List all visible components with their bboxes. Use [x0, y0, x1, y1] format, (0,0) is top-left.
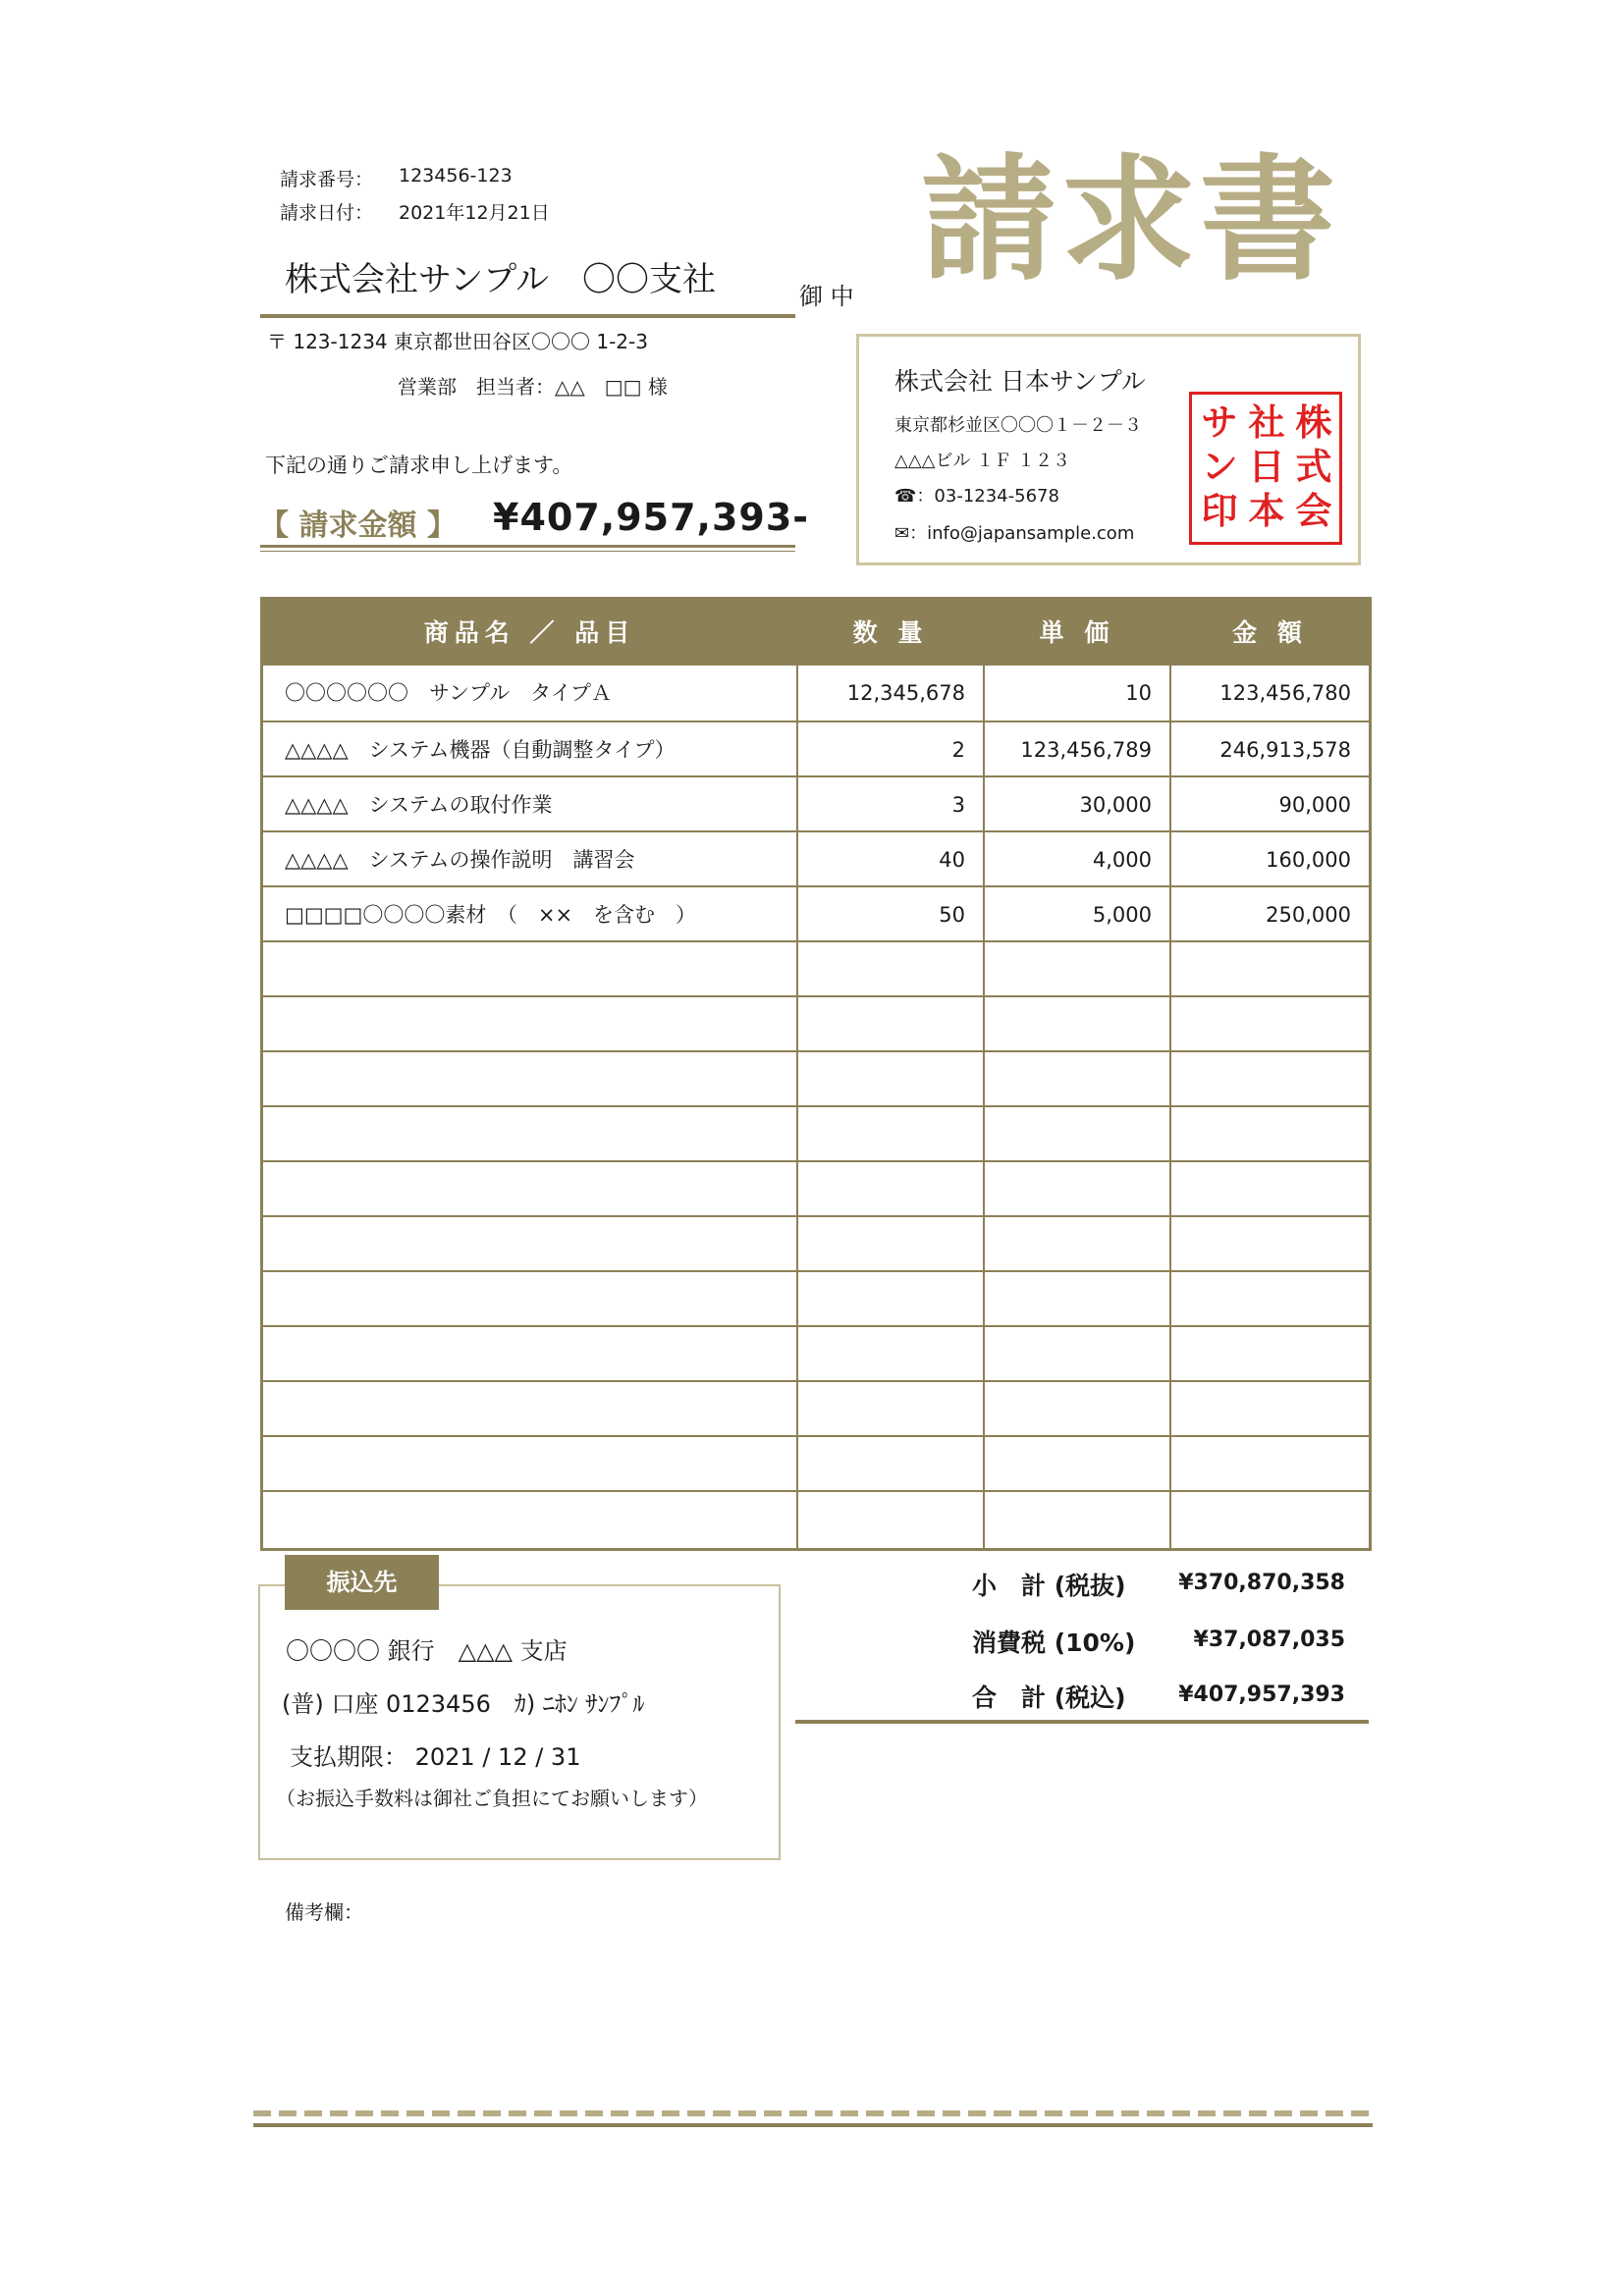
amount-cell	[1171, 1382, 1351, 1437]
item-name-cell	[285, 1217, 785, 1272]
header-unit-price: 単 価	[1039, 618, 1115, 647]
item-name-cell	[285, 1492, 785, 1547]
footer-rule	[253, 2123, 1373, 2127]
items-table	[260, 597, 1372, 1551]
item-name-cell: △△△△ システムの取付作業	[285, 793, 553, 817]
amount-cell	[1171, 1437, 1351, 1492]
company-seal-stamp: 株 式 会 社 日 本 サ ン 印	[1189, 392, 1342, 545]
quantity-cell: 2	[951, 738, 965, 762]
invoice-date: 2021年12月21日	[399, 202, 550, 224]
amount-cell: 90,000	[1278, 793, 1351, 817]
issuer-email-value: ：info@japansample.com	[909, 523, 1135, 544]
total-label: 合 計 (税込)	[972, 1683, 1126, 1712]
quantity-cell: 40	[939, 848, 965, 872]
issuer-address-1: 東京都杉並区〇〇〇１－２－３	[894, 415, 1142, 436]
table-row	[263, 1325, 1369, 1382]
quantity-cell	[798, 1492, 965, 1547]
item-name-cell	[285, 1437, 785, 1492]
item-name-cell	[285, 1327, 785, 1382]
client-underline	[260, 314, 795, 318]
header-amount: 金 額	[1232, 618, 1308, 647]
amount-value: ¥407,957,393-	[493, 496, 810, 539]
table-row	[263, 1105, 1369, 1162]
amount-cell	[1171, 1052, 1351, 1107]
unit-price-cell	[985, 1382, 1152, 1437]
table-row	[263, 1380, 1369, 1437]
item-name-cell	[285, 1107, 785, 1162]
quantity-cell	[798, 1437, 965, 1492]
unit-price-cell	[985, 1052, 1152, 1107]
amount-cell: 250,000	[1266, 903, 1351, 927]
table-row	[263, 1160, 1369, 1217]
invoice-number-label: 請求番号：	[280, 169, 374, 190]
amount-cell	[1171, 1272, 1351, 1327]
remarks-label: 備考欄：	[285, 1900, 363, 1924]
header-quantity: 数 量	[852, 618, 929, 647]
amount-cell: 123,456,780	[1219, 681, 1351, 705]
header-item: 商品名 ／ 品目	[423, 618, 636, 647]
bank-account: (普) 口座 0123456 ｶ) ﾆﾎﾝ ｻﾝﾌﾟﾙ	[282, 1690, 645, 1718]
item-name-cell	[285, 942, 785, 997]
bank-name: 〇〇〇〇 銀行 △△△ 支店	[286, 1637, 568, 1665]
unit-price-cell: 123,456,789	[1020, 738, 1152, 762]
amount-cell: 246,913,578	[1219, 738, 1351, 762]
unit-price-cell: 5,000	[1092, 903, 1152, 927]
quantity-cell	[798, 942, 965, 997]
unit-price-cell	[985, 942, 1152, 997]
bank-tab-label: 振込先	[285, 1555, 439, 1610]
table-row	[263, 940, 1369, 997]
bank-info-box	[258, 1584, 781, 1860]
document-title: 請求書	[921, 139, 1340, 299]
unit-price-cell	[985, 1437, 1152, 1492]
table-row	[263, 995, 1369, 1052]
quantity-cell	[798, 1382, 965, 1437]
item-name-cell	[285, 1382, 785, 1437]
amount-underline-thin	[260, 551, 795, 552]
quantity-cell: 12,345,678	[846, 681, 965, 705]
unit-price-cell: 30,000	[1079, 793, 1152, 817]
unit-price-cell	[985, 1272, 1152, 1327]
amount-cell: 160,000	[1266, 848, 1351, 872]
issuer-tel	[894, 482, 1059, 507]
quantity-cell	[798, 1327, 965, 1382]
item-name-cell: □□□□〇〇〇〇素材 （ ×× を含む ）	[285, 903, 697, 927]
unit-price-cell	[985, 1162, 1152, 1217]
table-row	[263, 1215, 1369, 1272]
item-name-cell: △△△△ システム機器（自動調整タイプ）	[285, 738, 676, 762]
tax-value: ¥37,087,035	[1193, 1628, 1345, 1652]
table-row	[263, 1490, 1369, 1547]
phone-icon: ☎	[894, 486, 917, 507]
unit-price-cell	[985, 1217, 1152, 1272]
amount-cell	[1171, 1162, 1351, 1217]
unit-price-cell: 10	[1125, 681, 1152, 705]
quantity-cell: 50	[939, 903, 965, 927]
item-name-cell	[285, 1162, 785, 1217]
bank-fee-note: （お振込手数料は御社ご負担にてお願いします）	[276, 1787, 708, 1810]
unit-price-cell	[985, 997, 1152, 1052]
table-row	[263, 885, 1369, 942]
table-header	[263, 600, 1369, 666]
totals-underline	[795, 1720, 1369, 1724]
table-row	[263, 1435, 1369, 1492]
issuer-email	[894, 519, 1134, 545]
amount-cell	[1171, 1107, 1351, 1162]
subtotal-label: 小 計 (税抜)	[972, 1572, 1126, 1600]
quantity-cell	[798, 1217, 965, 1272]
issuer-name: 株式会社 日本サンプル	[894, 367, 1146, 396]
item-name-cell	[285, 997, 785, 1052]
amount-underline-thick	[260, 545, 795, 548]
issuer-box	[856, 334, 1361, 565]
unit-price-cell	[985, 1492, 1152, 1547]
amount-cell	[1171, 1217, 1351, 1272]
amount-cell	[1171, 997, 1351, 1052]
table-row	[263, 1270, 1369, 1327]
issuer-tel-value: ：03-1234-5678	[916, 486, 1059, 507]
item-name-cell	[285, 1052, 785, 1107]
quantity-cell	[798, 997, 965, 1052]
unit-price-cell	[985, 1107, 1152, 1162]
table-row	[263, 830, 1369, 887]
invoice-number: 123456-123	[399, 165, 513, 187]
amount-cell	[1171, 942, 1351, 997]
table-row	[263, 666, 1369, 721]
table-row	[263, 721, 1369, 777]
lead-text: 下記の通りご請求申し上げます。	[265, 454, 573, 477]
client-contact: 営業部 担当者：△△ □□ 様	[398, 375, 668, 399]
quantity-cell	[798, 1162, 965, 1217]
payment-deadline: 支払期限： 2021 / 12 / 31	[290, 1743, 581, 1771]
table-row	[263, 1050, 1369, 1107]
item-name-cell	[285, 1272, 785, 1327]
item-name-cell: 〇〇〇〇〇〇 サンプル タイプＡ	[285, 681, 613, 705]
unit-price-cell: 4,000	[1092, 848, 1152, 872]
mail-icon: ✉	[894, 523, 910, 544]
table-row	[263, 775, 1369, 832]
tax-label: 消費税 (10%)	[972, 1629, 1136, 1657]
quantity-cell	[798, 1272, 965, 1327]
amount-cell	[1171, 1492, 1351, 1547]
invoice-date-label: 請求日付：	[280, 202, 374, 224]
subtotal-value: ¥370,870,358	[1178, 1571, 1345, 1595]
issuer-address-2: △△△ビル １Ｆ １２３	[894, 451, 1070, 471]
quantity-cell	[798, 1052, 965, 1107]
footer-dashed-rule	[253, 2110, 1373, 2116]
client-honorific: 御 中	[799, 283, 854, 310]
amount-cell	[1171, 1327, 1351, 1382]
amount-label: 【 請求金額 】	[259, 508, 457, 543]
quantity-cell: 3	[951, 793, 965, 817]
total-value: ¥407,957,393	[1178, 1682, 1345, 1707]
unit-price-cell	[985, 1327, 1152, 1382]
quantity-cell	[798, 1107, 965, 1162]
item-name-cell: △△△△ システムの操作説明 講習会	[285, 848, 635, 872]
client-address: 〒 123-1234 東京都世田谷区〇〇〇 1-2-3	[267, 330, 648, 353]
client-name: 株式会社サンプル 〇〇支社	[285, 260, 716, 299]
